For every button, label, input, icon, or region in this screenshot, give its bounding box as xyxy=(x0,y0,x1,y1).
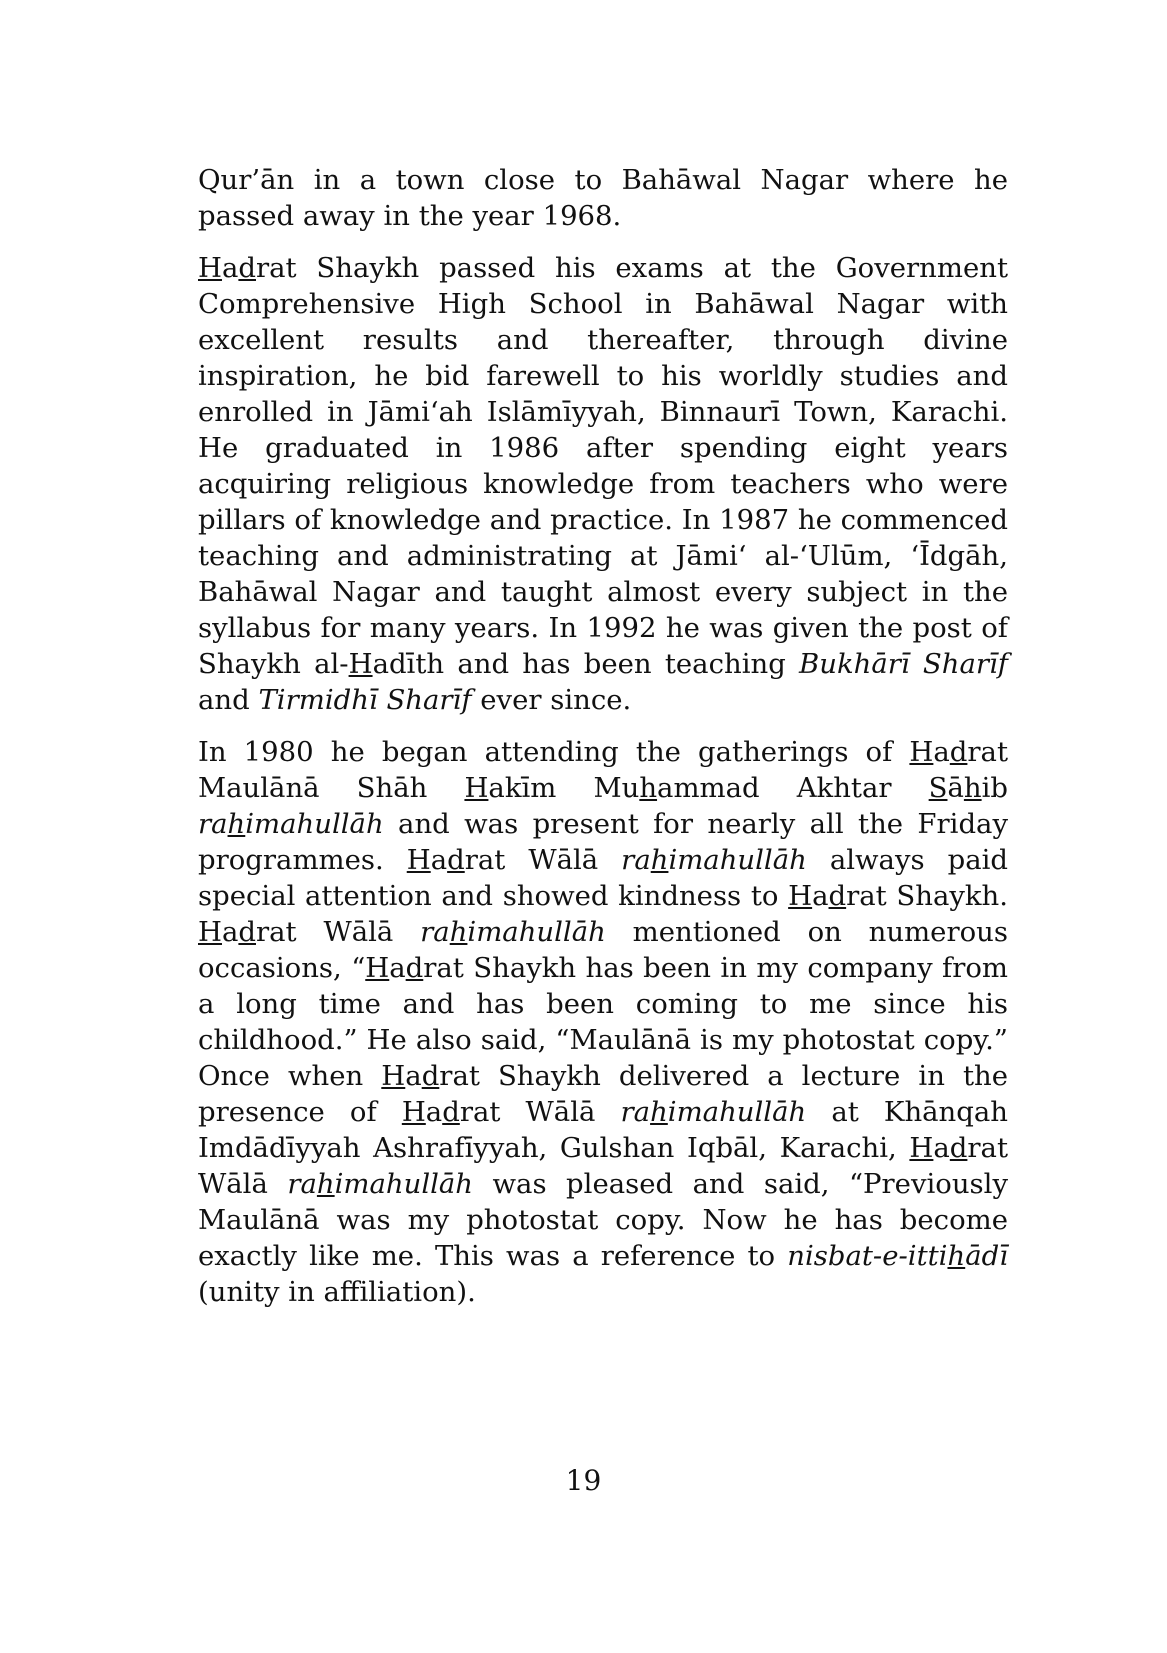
text-segment: h xyxy=(963,772,982,804)
text-segment: a xyxy=(425,1096,443,1128)
text-segment: d xyxy=(238,916,256,948)
text-segment: d xyxy=(238,252,256,284)
text-segment: Qur’ān in a town close to Bahāwal Nagar where he passed away in the year 1968. xyxy=(198,164,1008,232)
text-segment: Bukhārī Sharīf xyxy=(799,648,1008,680)
text-segment: a xyxy=(933,736,950,768)
text-segment: S xyxy=(928,772,948,804)
text-segment: imahullāh xyxy=(334,1168,474,1200)
text-segment: imahullāh xyxy=(467,916,606,948)
text-segment: always paid special attention and showed kindness to xyxy=(198,844,1008,912)
text-segment: a xyxy=(933,1132,950,1164)
text-segment: d xyxy=(828,880,847,912)
text-segment: imahullāh xyxy=(245,808,384,840)
text-segment: rat Shaykh has been in my company from a long time and has been coming to me since his childhood.” He also said, “Maulānā is my photostat copy.” Once when xyxy=(198,952,1009,1092)
text-segment: (unity in affiliation). xyxy=(198,1276,476,1308)
text-segment: d xyxy=(442,1096,460,1128)
text-segment: ra xyxy=(620,1096,651,1128)
text-segment: rat Wālā xyxy=(256,916,421,948)
text-segment: at Khānqah Imdādīyyah Ashrafīyyah, Gulshan Iqbāl, Karachi, xyxy=(198,1096,1008,1164)
text-segment: a xyxy=(405,1060,422,1092)
text-segment: rat Wālā xyxy=(464,844,622,876)
text-segment: akīm Mu xyxy=(488,772,640,804)
text-segment: ra xyxy=(420,916,450,948)
text-segment: and was present for nearly all the Friday programmes. xyxy=(198,808,1008,876)
text-segment: a xyxy=(812,880,829,912)
text-segment: d xyxy=(405,952,424,984)
text-segment: ever since. xyxy=(471,684,632,716)
text-segment: H xyxy=(788,880,813,912)
text-segment: d xyxy=(447,844,465,876)
paragraph xyxy=(198,162,1008,234)
text-segment: H xyxy=(909,736,934,768)
text-segment: d xyxy=(949,736,968,768)
text-segment: rat Wālā xyxy=(459,1096,621,1128)
text-segment: H xyxy=(348,648,373,680)
page-number: 19 xyxy=(565,1464,602,1497)
text-segment: rat Wālā xyxy=(198,1132,1008,1200)
text-segment: adīth and has been teaching xyxy=(372,648,800,680)
paragraph xyxy=(198,734,1008,1310)
text-segment: h xyxy=(947,1240,966,1272)
text-segment: H xyxy=(406,844,431,876)
body-text xyxy=(198,162,1008,1326)
text-segment: ra xyxy=(621,844,651,876)
text-segment: H xyxy=(381,1060,406,1092)
text-segment: rat Maulānā Shāh xyxy=(198,736,1008,804)
text-segment: ammad Akhtar xyxy=(657,772,929,804)
text-segment: ādī xyxy=(965,1240,1008,1272)
text-segment: a xyxy=(221,916,239,948)
text-segment: H xyxy=(365,952,390,984)
text-segment: h xyxy=(639,772,658,804)
text-segment: a xyxy=(221,252,239,284)
text-segment: H xyxy=(198,252,222,284)
text-segment: and xyxy=(198,684,259,716)
text-segment: h xyxy=(650,844,669,876)
text-segment: d xyxy=(949,1132,968,1164)
text-segment: H xyxy=(198,916,222,948)
text-segment: ā xyxy=(947,772,964,804)
text-segment: rat Shaykh passed his exams at the Government Comprehensive High School in Bahāwal Nagar with excellent results and thereafter, through divine inspiration, he bid farewell to his worldly studies and enrolled in Jāmi‘ah Islāmīyyah, Binnaurī Town, Karachi. He graduated in 1986 after spending eight years acquiring religious knowledge from teachers who were pillars of knowledge and practice. In 1987 he commenced teaching and administrating at Jāmi‘ al-‘Ulūm, ‘Īdgāh, Bahāwal Nagar and taught almost every subject in the syllabus for many years. In 1992 he was given the post of Shaykh al- xyxy=(198,252,1008,680)
text-segment: h xyxy=(227,808,246,840)
text-segment: In 1980 he began attending the gatherings of xyxy=(198,736,910,768)
text-segment: imahullāh xyxy=(667,1096,807,1128)
text-segment: Tirmidhī Sharīf xyxy=(258,684,472,716)
text-segment: rat Shaykh delivered a lecture in the presence of xyxy=(198,1060,1008,1128)
text-segment: imahullāh xyxy=(668,844,807,876)
text-segment: H xyxy=(401,1096,426,1128)
text-segment: ra xyxy=(287,1168,317,1200)
text-segment: ib xyxy=(981,772,1009,804)
text-segment: H xyxy=(909,1132,934,1164)
text-segment: a xyxy=(430,844,448,876)
text-segment: nisbat-e-itti xyxy=(787,1240,948,1272)
text-segment: rat Shaykh. xyxy=(846,880,1008,912)
text-segment: h xyxy=(449,916,468,948)
text-segment: was pleased and said, “Previously Maulānā was my photostat copy. Now he has become exactly like me. This was a reference to xyxy=(198,1168,1009,1272)
text-segment: mentioned on numerous occasions, “ xyxy=(198,916,1008,984)
text-segment: H xyxy=(464,772,489,804)
text-segment: a xyxy=(389,952,406,984)
text-segment: h xyxy=(316,1168,335,1200)
paragraph xyxy=(198,250,1008,718)
text-segment: ra xyxy=(198,808,228,840)
text-segment: d xyxy=(421,1060,440,1092)
text-segment: h xyxy=(650,1096,668,1128)
